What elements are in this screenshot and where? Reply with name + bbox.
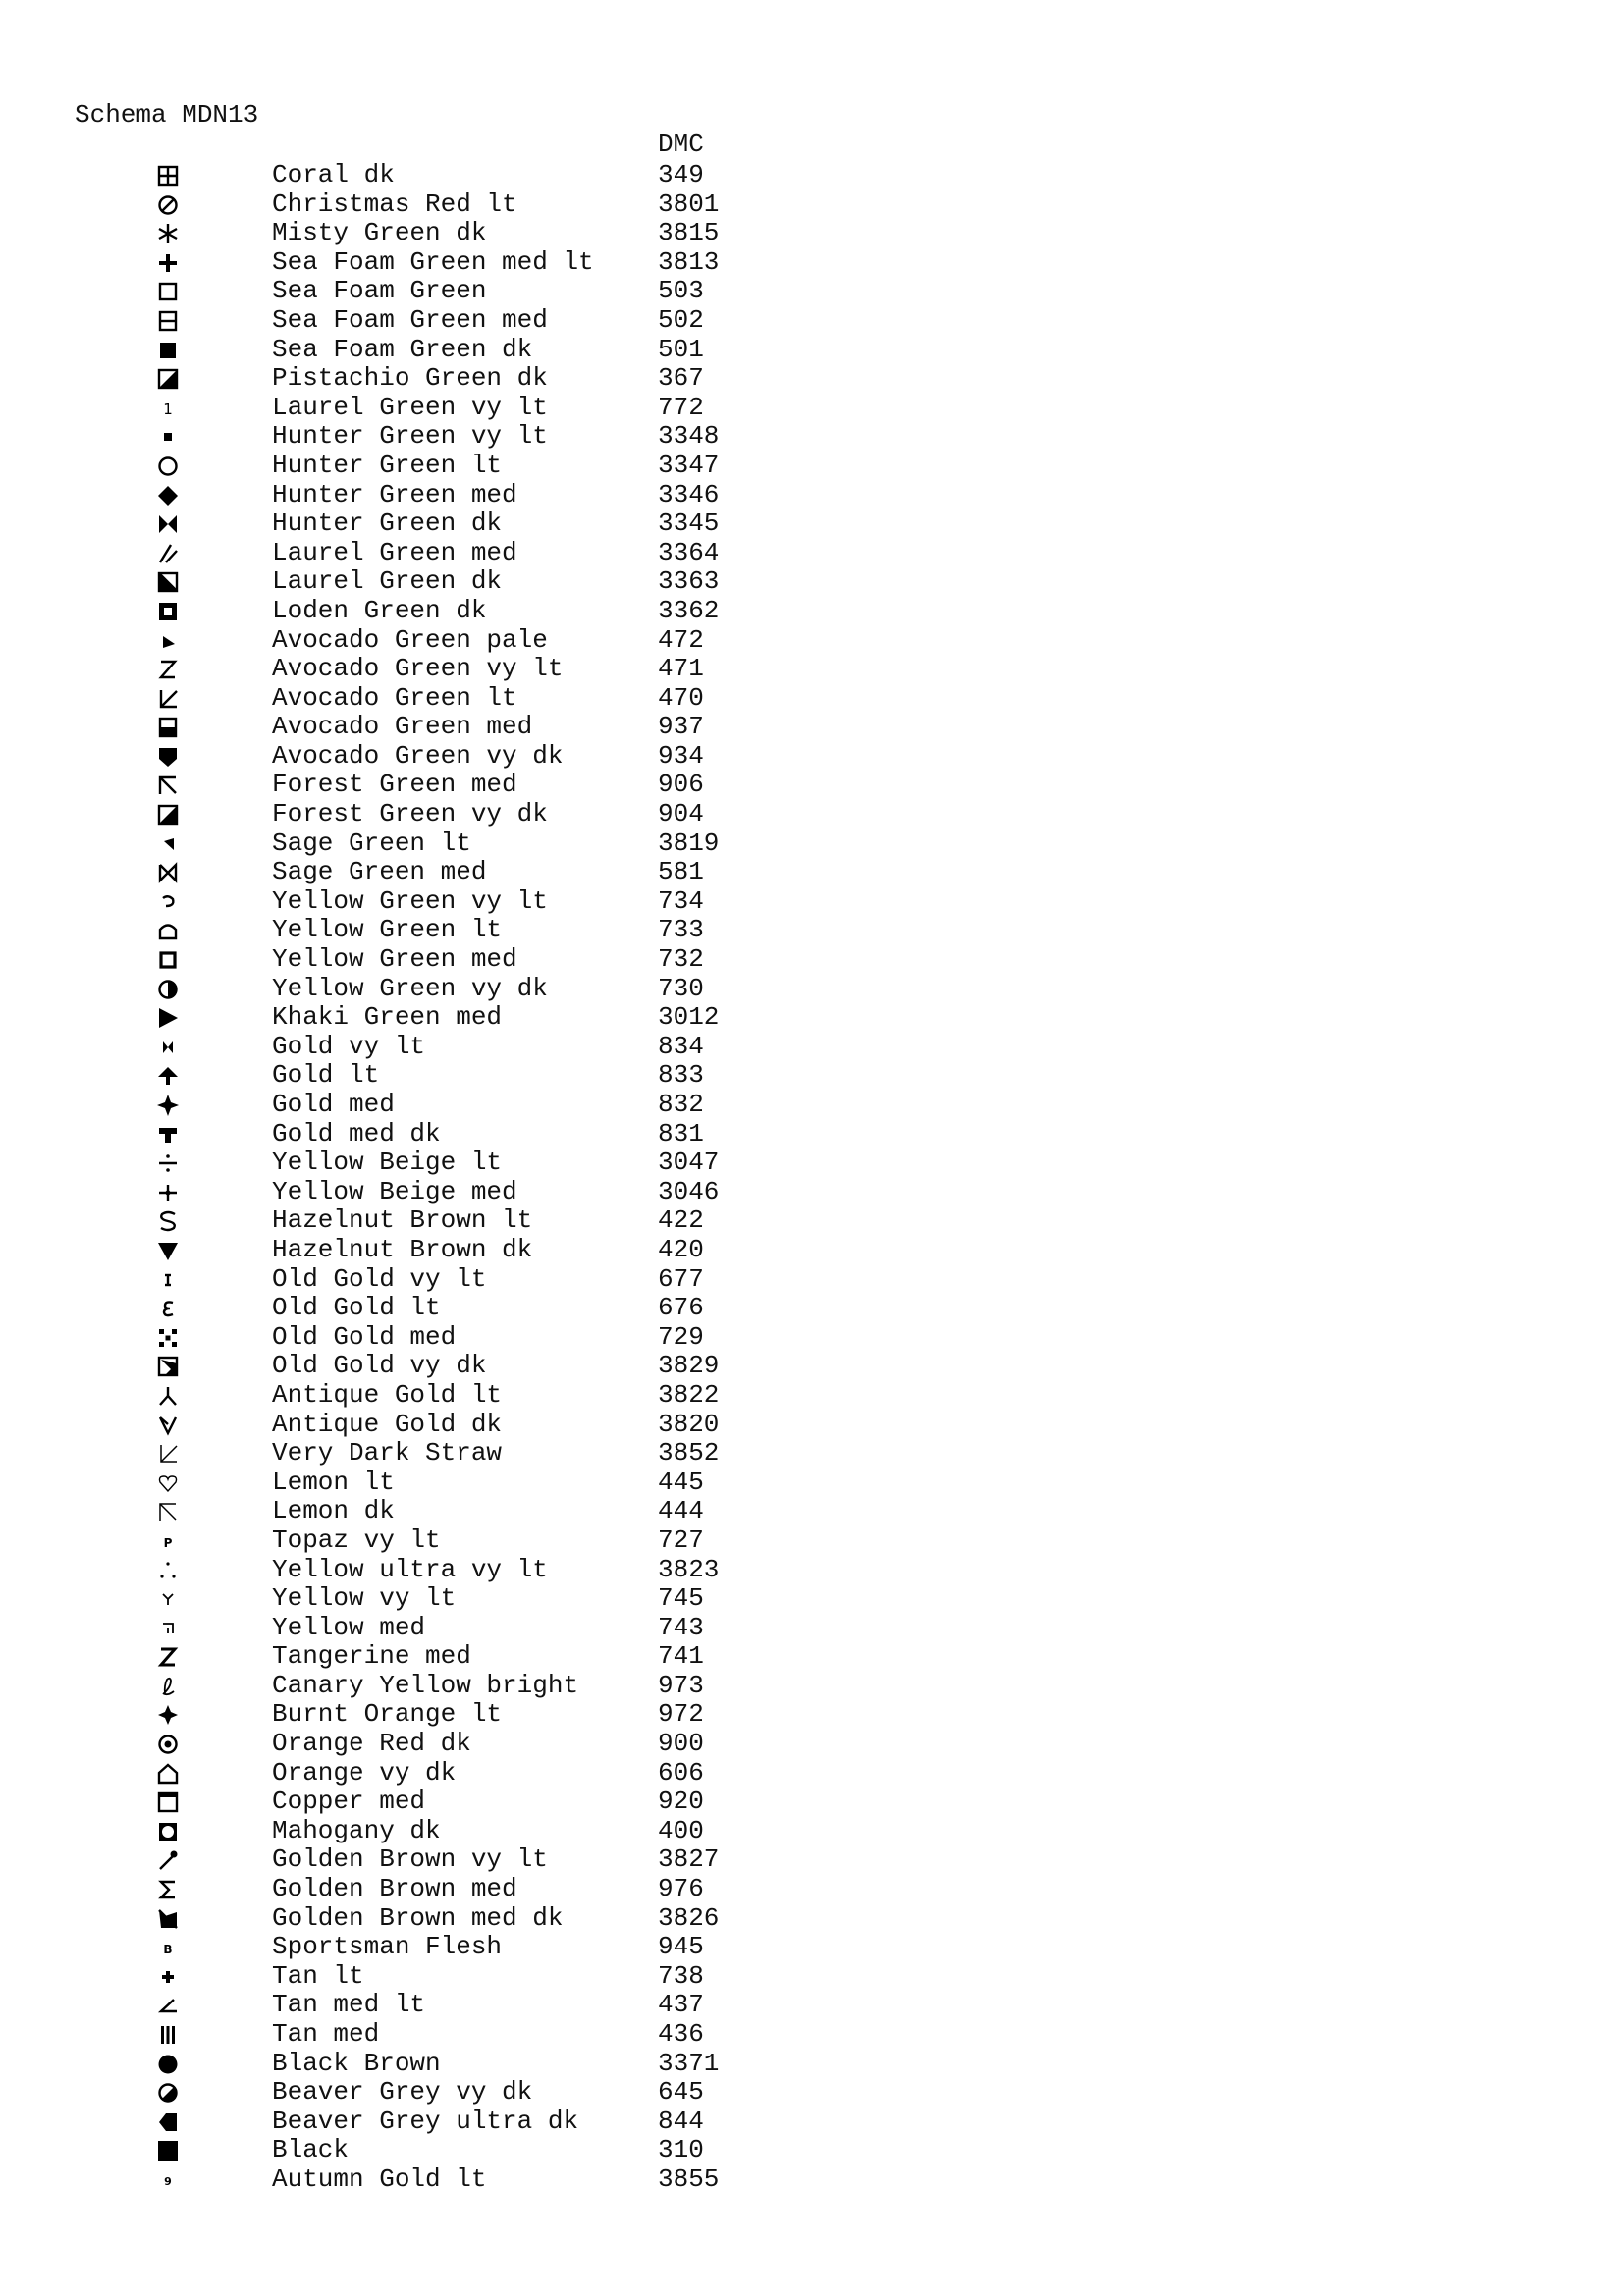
thread-color-name: Old Gold vy lt [272, 1263, 487, 1294]
legend-row [0, 538, 785, 567]
dmc-code: 834 [658, 1031, 704, 1061]
dmc-code: 831 [658, 1118, 704, 1148]
legend-row [0, 1468, 785, 1497]
legend-row [0, 1496, 785, 1525]
thread-color-name: Laurel Green med [272, 537, 517, 567]
legend-row [0, 944, 785, 974]
dmc-code: 3829 [658, 1351, 720, 1381]
dmc-code: 3346 [658, 479, 720, 509]
legend-row [0, 712, 785, 741]
half-filled-square-icon [157, 717, 179, 738]
thread-color-name: Lemon lt [272, 1467, 395, 1497]
dmc-code: 743 [658, 1612, 704, 1642]
legend-row [0, 1235, 785, 1264]
thread-color-name: Hunter Green dk [272, 508, 503, 539]
shield-icon [157, 746, 179, 768]
thread-color-name: Khaki Green med [272, 1002, 503, 1033]
thread-color-name: Topaz vy lt [272, 1524, 441, 1555]
legend-row [0, 160, 785, 189]
legend-row [0, 2107, 785, 2136]
thread-color-name: Tan med lt [272, 1990, 426, 2020]
dmc-code: 3813 [658, 246, 720, 277]
thread-color-name: Pistachio Green dk [272, 363, 548, 394]
dmc-code: 906 [658, 770, 704, 800]
legend-row [0, 451, 785, 480]
legend-row [0, 1177, 785, 1206]
small-square-icon [157, 426, 179, 448]
big-filled-square-icon [157, 2140, 179, 2162]
dmc-code: 502 [658, 304, 704, 335]
small-hook-corner-icon [157, 1618, 179, 1639]
asterisk-icon [157, 223, 179, 244]
thread-color-name: Christmas Red lt [272, 188, 517, 219]
dmc-code: 367 [658, 363, 704, 394]
legend-row [0, 1583, 785, 1613]
thread-color-name: Laurel Green vy lt [272, 392, 548, 422]
legend-row [0, 363, 785, 393]
legend-row [0, 566, 785, 596]
dmc-code: 732 [658, 944, 704, 975]
half-circle-icon [157, 979, 179, 1000]
dmc-code: 3852 [658, 1438, 720, 1468]
hourglass-box-icon [157, 862, 179, 883]
plus-dot-icon [157, 1182, 179, 1203]
small-p-icon [157, 1530, 179, 1552]
thread-color-name: Tan lt [272, 1960, 364, 1991]
thread-color-name: Black [272, 2135, 350, 2165]
legend-row [0, 2019, 785, 2049]
thread-color-name: Yellow vy lt [272, 1583, 457, 1614]
thread-color-name: Antique Gold lt [272, 1379, 503, 1410]
legend-row [0, 247, 785, 277]
legend-row [0, 1351, 785, 1380]
thread-color-name: Sea Foam Green med lt [272, 246, 594, 277]
legend-row [0, 1090, 785, 1119]
thread-color-name: Mahogany dk [272, 1815, 441, 1845]
thread-color-name: Yellow Green lt [272, 915, 503, 945]
thread-color-name: Gold lt [272, 1060, 380, 1091]
dmc-code: 832 [658, 1090, 704, 1119]
filled-circle-icon [157, 2054, 179, 2075]
lambda-fork-icon [157, 1385, 179, 1407]
thin-corner-arrow-icon [157, 1443, 179, 1465]
square-in-square-icon [157, 601, 179, 622]
legend-row [0, 596, 785, 625]
thread-color-name: Old Gold med [272, 1321, 457, 1352]
dmc-code: 606 [658, 1757, 704, 1788]
small-i-icon [157, 1269, 179, 1291]
thread-color-name: Hunter Green vy lt [272, 421, 548, 452]
legend-row [0, 857, 785, 886]
chevron-cup-icon [157, 1415, 179, 1436]
dmc-code: 503 [658, 276, 704, 306]
legend-row [0, 1874, 785, 1903]
dmc-code: 3855 [658, 2163, 720, 2194]
dmc-code: 772 [658, 392, 704, 422]
thread-color-name: Gold med dk [272, 1118, 441, 1148]
dmc-code: 471 [658, 654, 704, 684]
sigma-icon [157, 1879, 179, 1900]
dmc-code: 904 [658, 799, 704, 829]
legend-row [0, 1729, 785, 1758]
legend-row [0, 625, 785, 655]
small-plus-icon [157, 1966, 179, 1988]
dmc-code: 900 [658, 1729, 704, 1759]
legend-row [0, 1205, 785, 1235]
legend-row [0, 1322, 785, 1352]
thread-color-name: Coral dk [272, 160, 395, 189]
legend-row [0, 2135, 785, 2164]
thread-color-name: Hazelnut Brown lt [272, 1205, 533, 1236]
thread-color-name: Golden Brown vy lt [272, 1844, 548, 1875]
dmc-code: 3046 [658, 1176, 720, 1206]
legend-row [0, 886, 785, 916]
open-square-icon [157, 281, 179, 302]
house-icon [157, 1763, 179, 1785]
legend-row [0, 1903, 785, 1933]
dmc-code: 472 [658, 624, 704, 655]
thread-color-name: Old Gold vy dk [272, 1351, 487, 1381]
legend-row [0, 421, 785, 451]
legend-row [0, 1699, 785, 1729]
split-square-icon [157, 310, 179, 332]
legend-row [0, 1119, 785, 1148]
legend-row [0, 480, 785, 509]
legend-row [0, 1410, 785, 1439]
dmc-code: 470 [658, 682, 704, 713]
legend-row [0, 335, 785, 364]
dmc-code: 3826 [658, 1902, 720, 1933]
legend-row [0, 799, 785, 828]
legend-row [0, 1525, 785, 1555]
svg-text:1: 1 [163, 400, 173, 418]
dmc-code: 3815 [658, 218, 720, 248]
dmc-code: 3371 [658, 2048, 720, 2078]
dmc-code: 444 [658, 1496, 704, 1526]
thread-color-name: Sportsman Flesh [272, 1932, 503, 1962]
three-dots-icon [157, 1560, 179, 1581]
thread-color-name: Tan med [272, 2019, 380, 2049]
diagonal-filled-square-icon [157, 804, 179, 826]
dmc-code: 934 [658, 740, 704, 771]
circle-in-square-icon [157, 1821, 179, 1842]
dmc-code: 676 [658, 1293, 704, 1323]
angle-icon [157, 1995, 179, 2016]
thread-color-name: Yellow Green med [272, 944, 517, 975]
legend-row [0, 1990, 785, 2019]
legend-row [0, 683, 785, 713]
legend-row [0, 1293, 785, 1322]
corner-arrow-up-icon [157, 774, 179, 796]
dmc-code: 3345 [658, 508, 720, 539]
dmc-code: 738 [658, 1960, 704, 1991]
thread-color-name: Tangerine med [272, 1641, 471, 1672]
crossed-square-icon [157, 571, 179, 593]
dmc-code: 972 [658, 1699, 704, 1730]
dmc-code: 437 [658, 1990, 704, 2020]
dmc-code: 745 [658, 1583, 704, 1614]
grid-square-icon [157, 165, 179, 187]
legend-row [0, 1787, 785, 1816]
dmc-code: 937 [658, 712, 704, 742]
filled-square-icon [157, 340, 179, 361]
dmc-code: 349 [658, 160, 704, 189]
four-point-star-icon [157, 1095, 179, 1116]
small-y-icon [157, 1588, 179, 1610]
thread-color-name: Golden Brown med [272, 1874, 517, 1904]
small-triangle-icon [157, 630, 179, 652]
diagonal-half-square-icon [157, 368, 179, 390]
dmc-code: 3827 [658, 1844, 720, 1875]
dmc-code: 3823 [658, 1554, 720, 1584]
dmc-code: 3819 [658, 828, 720, 858]
legend-row [0, 276, 785, 305]
corner-arrow-icon [157, 688, 179, 710]
dmc-code: 400 [658, 1815, 704, 1845]
thread-color-name: Orange Red dk [272, 1729, 471, 1759]
bullseye-icon [157, 1734, 179, 1755]
letter-s-icon [157, 1210, 179, 1232]
dmc-code: 973 [658, 1670, 704, 1700]
dome-icon [157, 920, 179, 941]
triple-bar-icon [157, 2024, 179, 2046]
up-arrow-icon [157, 1065, 179, 1087]
dmc-code: 445 [658, 1467, 704, 1497]
thread-color-name: Black Brown [272, 2048, 441, 2078]
thread-color-name: Old Gold lt [272, 1293, 441, 1323]
dot-grid-icon [157, 1327, 179, 1349]
legend-row [0, 1032, 785, 1061]
legend-row [0, 1380, 785, 1410]
dmc-code: 3047 [658, 1148, 720, 1178]
small-nine-icon [157, 2169, 179, 2191]
thread-color-name: Yellow ultra vy lt [272, 1554, 548, 1584]
thread-color-name: Avocado Green lt [272, 682, 517, 713]
arrow-box-icon [157, 1356, 179, 1377]
legend-row [0, 1613, 785, 1642]
split-circle-icon [157, 2082, 179, 2104]
thread-color-name: Hazelnut Brown dk [272, 1234, 533, 1264]
dmc-code: 976 [658, 1874, 704, 1904]
legend-row [0, 1671, 785, 1700]
legend-row [0, 305, 785, 335]
heart-outline-icon [157, 1472, 179, 1494]
thread-color-name: Sea Foam Green med [272, 304, 548, 335]
slashed-circle-icon [157, 194, 179, 216]
thread-color-name: Laurel Green dk [272, 566, 503, 597]
svg-text:9: 9 [164, 2174, 172, 2188]
legend-row [0, 1002, 785, 1032]
dmc-code: 436 [658, 2019, 704, 2049]
script-l-icon [157, 1676, 179, 1697]
dmc-code: 920 [658, 1787, 704, 1817]
legend-row [0, 770, 785, 799]
thread-color-name: Misty Green dk [272, 218, 487, 248]
legend-row [0, 741, 785, 771]
thread-color-name: Burnt Orange lt [272, 1699, 503, 1730]
legend-row [0, 1264, 785, 1294]
thread-color-name: Sage Green med [272, 857, 487, 887]
thread-color-name: Beaver Grey ultra dk [272, 2106, 579, 2136]
small-hook-icon [157, 891, 179, 913]
thread-color-name: Forest Green med [272, 770, 517, 800]
dmc-code: 645 [658, 2077, 704, 2108]
bold-z-icon [157, 1646, 179, 1668]
digit-one-icon [157, 398, 179, 419]
dmc-code: 833 [658, 1060, 704, 1091]
legend-row [0, 654, 785, 683]
thread-color-name: Avocado Green pale [272, 624, 548, 655]
notched-square-icon [157, 2111, 179, 2133]
thick-square-icon [157, 949, 179, 971]
dmc-code: 727 [658, 1524, 704, 1555]
dmc-code: 422 [658, 1205, 704, 1236]
thread-color-name: Golden Brown med dk [272, 1902, 564, 1933]
dmc-code: 3362 [658, 595, 720, 625]
thread-color-name: Yellow Green vy lt [272, 885, 548, 916]
legend-row [0, 1148, 785, 1177]
dmc-code: 581 [658, 857, 704, 887]
framed-square-icon [157, 1791, 179, 1813]
thread-color-name: Loden Green dk [272, 595, 487, 625]
legend-row [0, 1961, 785, 1991]
tee-icon [157, 1124, 179, 1146]
dmc-column-header: DMC [658, 130, 704, 159]
legend-row [0, 1932, 785, 1961]
thread-legend-list [0, 160, 785, 2194]
bold-plus-icon [157, 252, 179, 274]
play-triangle-icon [157, 1007, 179, 1029]
thread-color-name: Avocado Green vy lt [272, 654, 564, 684]
legend-row [0, 1816, 785, 1845]
legend-row [0, 2049, 785, 2078]
thread-color-name: Autumn Gold lt [272, 2163, 487, 2194]
thread-color-name: Gold med [272, 1090, 395, 1119]
dmc-code: 3822 [658, 1379, 720, 1410]
small-b-icon [157, 1937, 179, 1958]
thread-color-name: Lemon dk [272, 1496, 395, 1526]
legend-row [0, 393, 785, 422]
small-bowtie-icon [157, 1037, 179, 1058]
arrow-box-down-icon [157, 1908, 179, 1930]
dmc-code: 677 [658, 1263, 704, 1294]
legend-row [0, 1844, 785, 1874]
dmc-code: 733 [658, 915, 704, 945]
legend-row [0, 1641, 785, 1671]
filled-diamond-icon [157, 485, 179, 507]
svg-text:B: B [163, 1943, 173, 1957]
thread-color-name: Beaver Grey vy dk [272, 2077, 533, 2108]
small-wedge-icon [157, 833, 179, 855]
legend-row [0, 1758, 785, 1788]
thread-color-name: Antique Gold dk [272, 1409, 503, 1439]
dmc-code: 945 [658, 1932, 704, 1962]
thread-color-name: Yellow Green vy dk [272, 973, 548, 1003]
legend-row [0, 2164, 785, 2194]
thread-color-name: Hunter Green lt [272, 450, 503, 480]
legend-row [0, 2077, 785, 2107]
dmc-code: 3364 [658, 537, 720, 567]
dmc-code: 501 [658, 334, 704, 364]
dmc-code: 729 [658, 1321, 704, 1352]
thread-color-name: Sea Foam Green [272, 276, 487, 306]
page-title: Schema MDN13 [75, 100, 259, 130]
legend-row [0, 1438, 785, 1468]
dmc-code: 3012 [658, 1002, 720, 1033]
thread-color-name: Forest Green vy dk [272, 799, 548, 829]
dmc-code: 3348 [658, 421, 720, 452]
thread-color-name: Copper med [272, 1787, 426, 1817]
thread-color-name: Sea Foam Green dk [272, 334, 533, 364]
down-triangle-icon [157, 1240, 179, 1261]
thin-corner-arrow-up-icon [157, 1501, 179, 1522]
legend-row [0, 1060, 785, 1090]
pin-icon [157, 1849, 179, 1871]
thread-color-name: Gold vy lt [272, 1031, 426, 1061]
thread-color-name: Sage Green lt [272, 828, 471, 858]
letter-z-icon [157, 659, 179, 680]
double-slash-icon [157, 543, 179, 564]
thread-color-name: Very Dark Straw [272, 1438, 503, 1468]
legend-row [0, 218, 785, 247]
thread-color-name: Avocado Green med [272, 712, 533, 742]
dmc-code: 420 [658, 1234, 704, 1264]
thread-color-name: Yellow Beige lt [272, 1148, 503, 1178]
dmc-code: 3363 [658, 566, 720, 597]
thread-color-name: Hunter Green med [272, 479, 517, 509]
division-sign-icon [157, 1152, 179, 1174]
thread-color-name: Orange vy dk [272, 1757, 457, 1788]
sparkle-icon [157, 1704, 179, 1726]
dmc-code: 3820 [658, 1409, 720, 1439]
thread-color-name: Canary Yellow bright [272, 1670, 579, 1700]
dmc-code: 310 [658, 2135, 704, 2165]
legend-row [0, 915, 785, 944]
dmc-code: 844 [658, 2106, 704, 2136]
svg-text:P: P [163, 1535, 173, 1550]
dmc-code: 730 [658, 973, 704, 1003]
dmc-code: 741 [658, 1641, 704, 1672]
thread-color-name: Avocado Green vy dk [272, 740, 564, 771]
dmc-code: 3347 [658, 450, 720, 480]
thread-color-name: Yellow Beige med [272, 1176, 517, 1206]
dmc-code: 734 [658, 885, 704, 916]
epsilon-icon [157, 1298, 179, 1319]
dmc-code: 3801 [658, 188, 720, 219]
legend-row [0, 508, 785, 538]
legend-row [0, 974, 785, 1003]
thread-color-name: Yellow med [272, 1612, 426, 1642]
legend-row [0, 189, 785, 219]
bowtie-icon [157, 513, 179, 535]
legend-row [0, 1555, 785, 1584]
legend-row [0, 828, 785, 858]
open-circle-icon [157, 455, 179, 477]
